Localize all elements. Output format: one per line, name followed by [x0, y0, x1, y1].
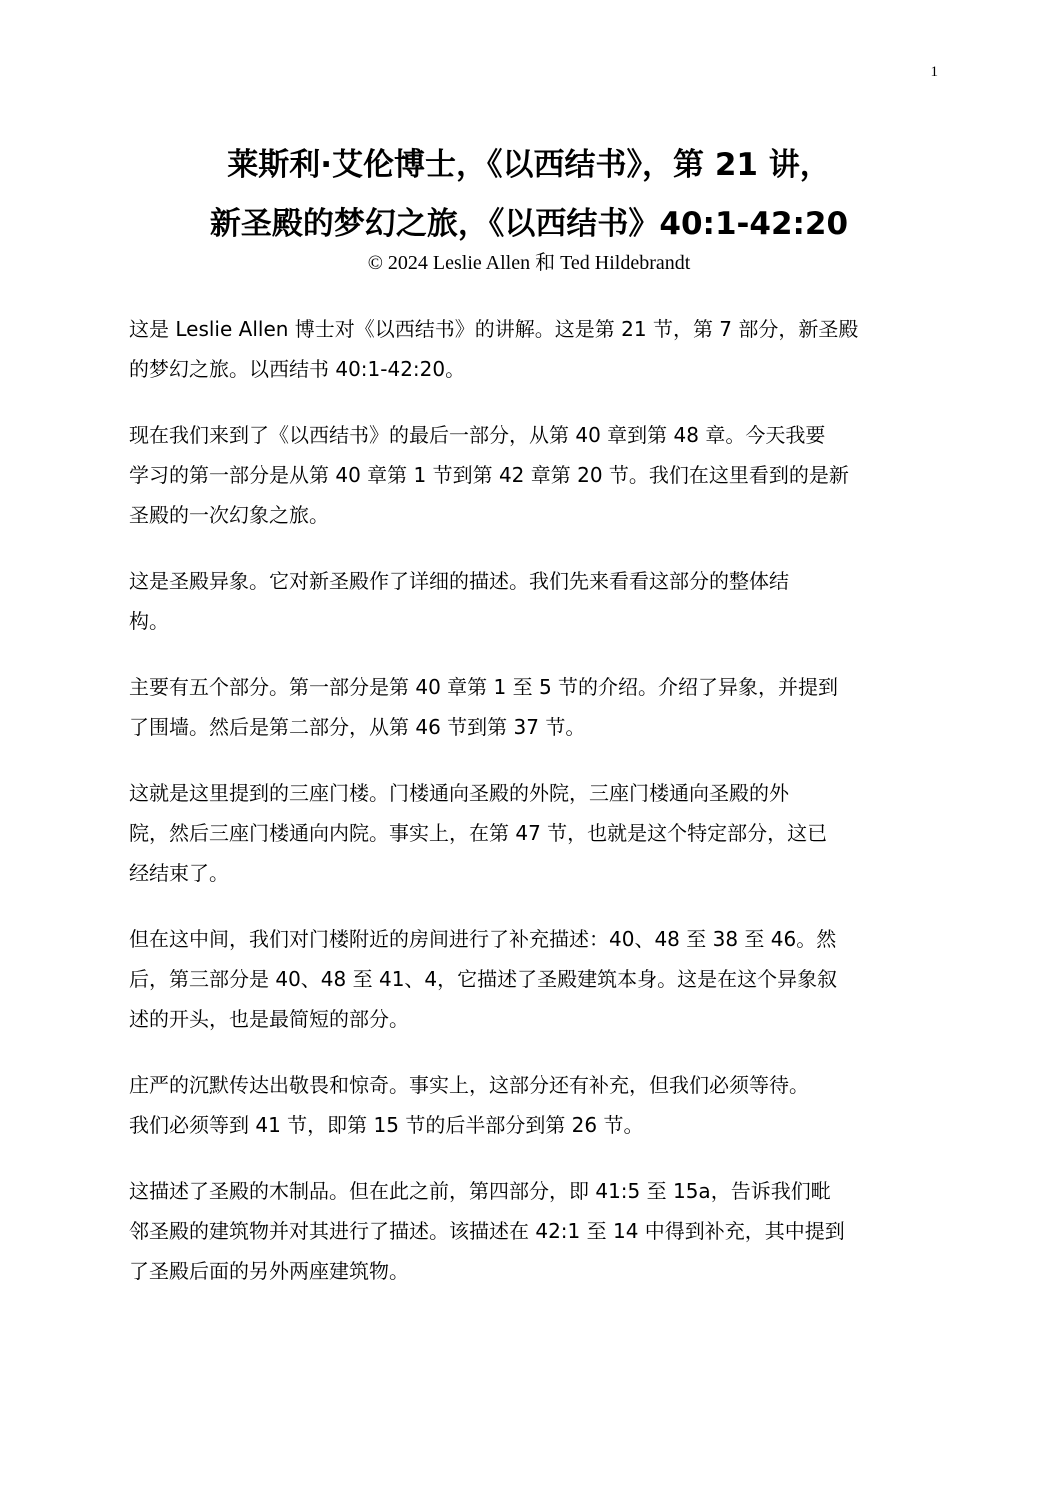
paragraph: 主要有五个部分。第一部分是第 40 章第 1 至 5 节的介绍。介绍了异象，并提到 了围墙。然后是第二部分，从第 46 节到第 37 节。: [129, 675, 839, 739]
paragraph: 这就是这里提到的三座门楼。门楼通向圣殿的外院，三座门楼通向圣殿的外 院，然后三座门楼通向内院。事实上，在第 47 节，也就是这个特定部分，这已 经结束了。: [129, 781, 828, 885]
document-body: [129, 309, 931, 1317]
copyright-notice: © 2024 Leslie Allen 和 Ted Hildebrandt: [367, 252, 691, 274]
document-header: [60, 136, 998, 275]
paragraph: 但在这中间，我们对门楼附近的房间进行了补充描述：40、48 至 38 至 46。然 后，第三部分是 40、48 至 41、4，它描述了圣殿建筑本身。这是在这个异象叙 述的开头，也是最简短的部分。: [129, 927, 838, 1031]
paragraph: 这是 Leslie Allen 博士对《以西结书》的讲解。这是第 21 节，第 7 部分，新圣殿 的梦幻之旅。以西结书 40:1-42:20。: [129, 317, 859, 381]
paragraph: 这是圣殿异象。它对新圣殿作了详细的描述。我们先来看看这部分的整体结 构。: [129, 569, 789, 633]
document-title-line-1: 莱斯利·艾伦博士，《以西结书》，第 21 讲，: [227, 147, 831, 183]
paragraph: 这描述了圣殿的木制品。但在此之前，第四部分，即 41:5 至 15a，告诉我们毗 邻圣殿的建筑物并对其进行了描述。该描述在 42:1 至 14 中得到补充，其中提到 了圣殿后面的另外两座建筑物。: [129, 1179, 845, 1283]
page-number: 1: [930, 64, 938, 80]
document-title-line-2: 新圣殿的梦幻之旅，《以西结书》40:1-42:20: [209, 206, 849, 242]
paragraph: 现在我们来到了《以西结书》的最后一部分，从第 40 章到第 48 章。今天我要 学习的第一部分是从第 40 章第 1 节到第 42 章第 20 节。我们在这里看到的是新 圣殿的一次幻象之旅。: [129, 423, 849, 527]
paragraph: 庄严的沉默传达出敬畏和惊奇。事实上，这部分还有补充，但我们必须等待。 我们必须等到 41 节，即第 15 节的后半部分到第 26 节。: [129, 1073, 809, 1137]
